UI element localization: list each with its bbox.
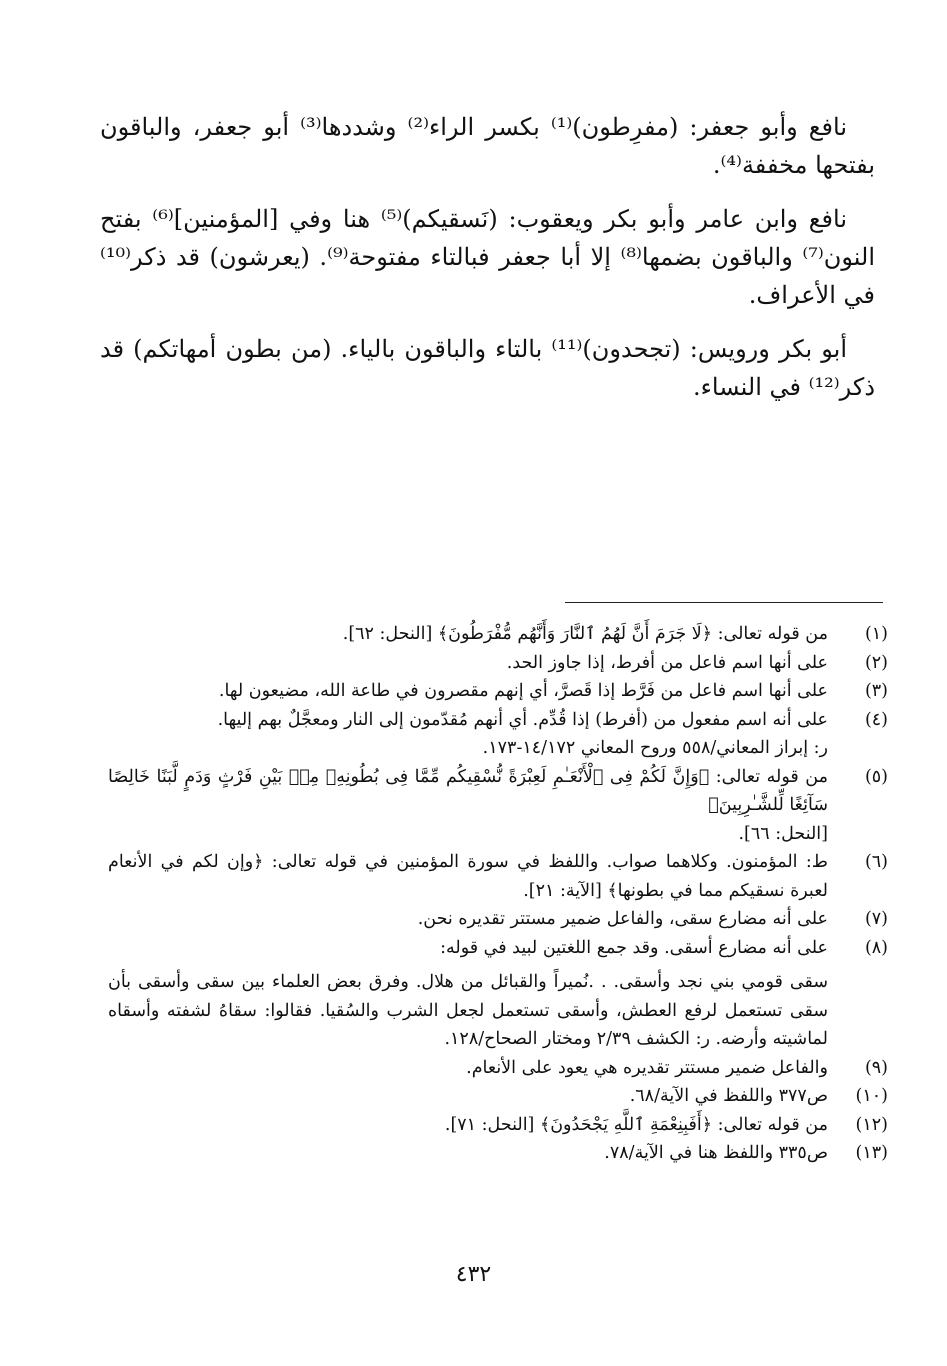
footnote-number: (٨) bbox=[864, 937, 888, 958]
footnote bbox=[108, 848, 888, 905]
paragraph: نافع وابن عامر وأبو بكر ويعقوب: (نَسقيكم)⁽⁵⁾ هنا وفي [المؤمنين]⁽⁶⁾ بفتح النون⁽⁷⁾ والباقون بضمها⁽⁸⁾ إلا أبا جعفر فبالتاء مفتوحة⁽⁹⁾. (يعرشون) قد ذكر⁽¹⁰⁾ في الأعراف. bbox=[100, 205, 876, 309]
paragraph: نافع وأبو جعفر: (مفرِطون)⁽¹⁾ بكسر الراء⁽²⁾ وشددها⁽³⁾ أبو جعفر، والباقون بفتحها مخففة⁽⁴⁾. bbox=[100, 113, 875, 179]
footnote-poem: سقى قومي بني نجد وأسقى. . .نُميراً والقبائل من هلال. وفرق بعض العلماء بين سقى وأسقى بأن سقى تستعمل لرفع العطش، وأسقى تستعمل لجعل الشرب والسُقيا. فقالوا: سقاهُ لشفته وأسقاه لماشيته وأرضه. ر: الكشف ٢/٣٩ ومختار الصحاح/١٢٨. bbox=[108, 972, 828, 1049]
main-text bbox=[100, 108, 875, 422]
footnote-text: ط: المؤمنون. وكلاهما صواب. واللفظ في سورة المؤمنين في قوله تعالى: ﴿وإن لكم في الأنعام لعبرة نسقيكم مما في بطونها﴾ [الآية: ٢١]. bbox=[108, 852, 828, 901]
page-number: ٤٣٢ bbox=[455, 1262, 492, 1287]
footnote-text: على أنه اسم مفعول من (أفرط) إذا قُدِّم. أي أنهم مُقدّمون إلى النار ومعجَّلٌ بهم إليها. bbox=[217, 709, 828, 730]
footnote-text: ص٣٣٥ واللفظ هنا في الآية/٧٨. bbox=[604, 1143, 828, 1163]
footnote-text: على أنها اسم فاعل من أفرط، إذا جاوز الحد. bbox=[506, 652, 828, 673]
footnote-number: (٧) bbox=[864, 909, 888, 929]
footnote-number: (٢) bbox=[864, 652, 888, 673]
footnote bbox=[108, 1054, 888, 1083]
footnote-number: (٥) bbox=[864, 766, 888, 787]
paragraph: أبو بكر ورويس: (تجحدون)⁽¹¹⁾ بالتاء والباقون بالياء. (من بطون أمهاتكم) قد ذكر⁽¹²⁾ في النساء. bbox=[100, 335, 875, 401]
footnote-text: على أنها اسم فاعل من فَرَّط إذا قَصرَّ، أي إنهم مقصرون في طاعة الله، مضيعون لها. bbox=[218, 681, 828, 701]
footnote-number: (٣) bbox=[864, 681, 888, 701]
footnote-number: (١) bbox=[864, 624, 888, 644]
footnote bbox=[108, 620, 888, 649]
footnote bbox=[108, 1139, 888, 1168]
footnote-number: (١٢) bbox=[855, 1114, 888, 1135]
footnote-text: ص٣٧٧ واللفظ في الآية/٦٨. bbox=[629, 1086, 828, 1106]
footnote-number: (٩) bbox=[864, 1057, 888, 1078]
footnote bbox=[108, 934, 888, 963]
footnote-text: من قوله تعالى: ﴿أَفَبِنِعْمَةِ ٱللَّهِ يَجْحَدُونَ﴾ [النحل: ٧١]. bbox=[444, 1114, 828, 1135]
footnote-text: على أنه مضارع سقى، والفاعل ضمير مستتر تقديره نحن. bbox=[417, 909, 828, 929]
footnote-text: على أنه مضارع أسقى. وقد جمع اللغتين لبيد في قوله: bbox=[440, 937, 828, 958]
footnote-number: (٦) bbox=[864, 852, 888, 872]
footnote bbox=[108, 763, 888, 820]
footnote-text: من قوله تعالى: ﴿لَا جَرَمَ أَنَّ لَهُمُ ٱلنَّارَ وَأَنَّهُم مُّفْرَطُونَ﴾ [النحل: ٦٢]. bbox=[342, 624, 828, 644]
footnote bbox=[108, 677, 888, 706]
footnote-text: من قوله تعالى: ﴿وَإِنَّ لَكُمْ فِى ٱلْأَنْعَـٰمِ لَعِبْرَةً نُّسْقِيكُم مِّمَّا فِى بُطُونِهِۦ مِنۢ بَيْنِ فَرْثٍ وَدَمٍ لَّبَنًا خَالِصًا سَآئِغًا لِّلشَّـٰرِبِينَ﴾ bbox=[108, 766, 828, 815]
footnote bbox=[108, 649, 888, 678]
footnote bbox=[108, 905, 888, 934]
footnote bbox=[108, 706, 888, 735]
footnote-number: (٤) bbox=[864, 709, 888, 730]
footnote-continuation: [النحل: ٦٦]. bbox=[738, 823, 828, 844]
footnote-separator bbox=[565, 602, 883, 603]
footnote-number: (١٠) bbox=[855, 1086, 888, 1106]
footnote-text: والفاعل ضمير مستتر تقديره هي يعود على الأنعام. bbox=[466, 1057, 828, 1078]
footnote bbox=[108, 1082, 888, 1111]
footnote-continuation: ر: إبراز المعاني/٥٥٨ وروح المعاني ١٤/١٧٢-١٧٣. bbox=[482, 738, 828, 758]
footnotes bbox=[108, 620, 888, 1168]
footnote bbox=[108, 1111, 888, 1140]
footnote-number: (١٣) bbox=[855, 1143, 888, 1163]
